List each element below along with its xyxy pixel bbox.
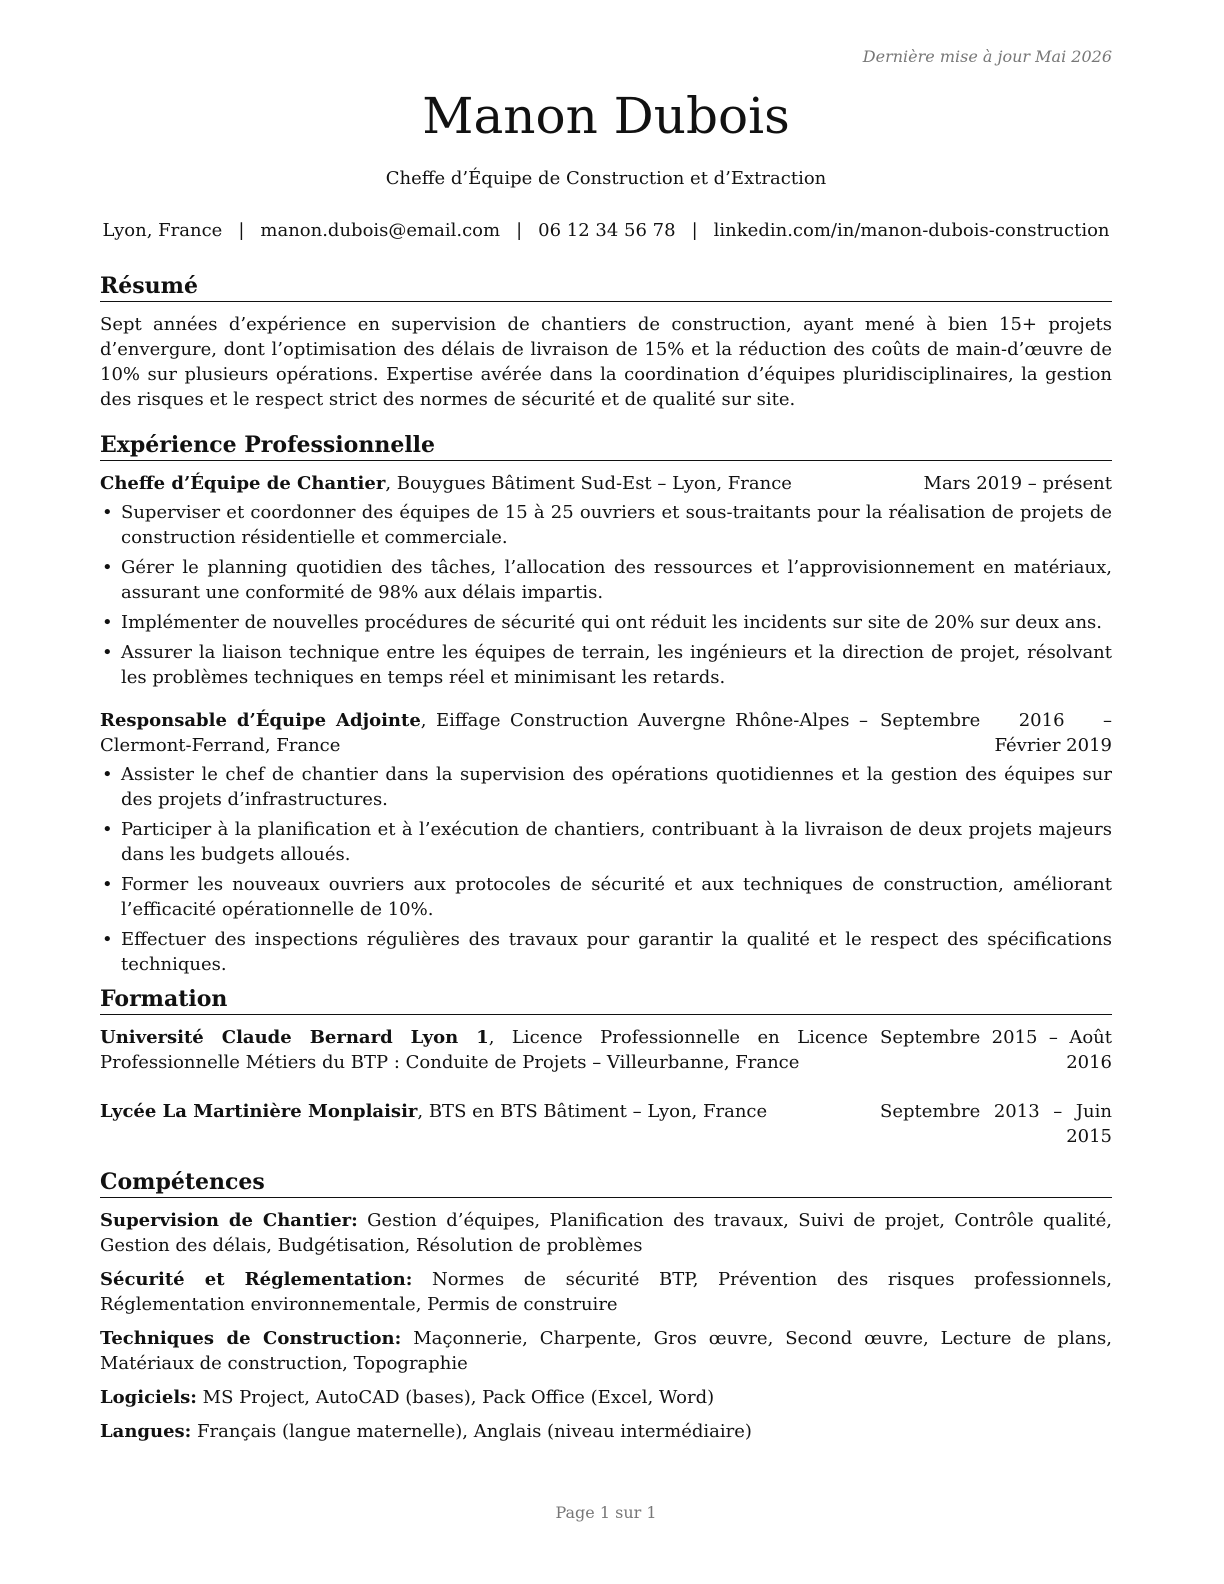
- experience-section: [100, 431, 1112, 982]
- skill-value: Gestion d’équipes, Planification des travaux, Suivi de projet, Contrôle qualité, Gestion des délais, Budgétisation, Résolution de problèmes: [100, 1210, 1113, 1256]
- section-title-education: Formation: [100, 985, 1112, 1015]
- section-title-experience: Expérience Professionnelle: [100, 431, 1112, 461]
- skill-line: [100, 1385, 1112, 1410]
- skill-value: Maçonnerie, Charpente, Gros œuvre, Second œuvre, Lecture de plans, Matériaux de construction, Topographie: [100, 1328, 1112, 1374]
- job-entry: [100, 708, 1112, 977]
- contact-location: Lyon, France: [102, 220, 223, 241]
- job-role: Cheffe d’Équipe de Chantier: [100, 473, 386, 494]
- job-org: , Bouygues Bâtiment Sud-Est – Lyon, France: [385, 473, 792, 494]
- education-entry: [100, 1099, 1112, 1149]
- summary-text: Sept années d’expérience en supervision de chantiers de construction, ayant mené à bien 15+ projets d’envergure, dont l’optimisation des délais de livraison de 15% et la réduction des coûts de main-d’œuvre de 10% sur plusieurs opérations. Expertise avérée dans la coordination d’équipes pluridisciplinaires, la gestion des risques et le respect strict des normes de sécurité et de qualité sur site.: [100, 314, 1112, 410]
- job-title: Cheffe d’Équipe de Construction et d’Extraction: [385, 168, 827, 189]
- bullet-icon: •: [102, 874, 113, 895]
- bullet-icon: •: [102, 502, 113, 523]
- job-entry: [100, 471, 1112, 690]
- education-section: [100, 985, 1112, 1149]
- contact-phone[interactable]: 06 12 34 56 78: [538, 220, 676, 241]
- list-item: • Assister le chef de chantier dans la supervision des opérations quotidiennes et la gestion des équipes sur des projets d’infrastructures.: [102, 764, 1112, 810]
- contact-linkedin[interactable]: linkedin.com/in/manon-dubois-construction: [713, 220, 1110, 241]
- list-item: • Former les nouveaux ouvriers aux protocoles de sécurité et aux techniques de construction, améliorant l’efficacité opérationnelle de 10%.: [102, 874, 1112, 920]
- job-bullets: [100, 500, 1112, 690]
- bullet-icon: •: [102, 642, 113, 663]
- skill-label: Langues:: [100, 1421, 192, 1442]
- page-number: Page 1 sur 1: [555, 1503, 657, 1522]
- job-dates: Septembre 2016 – Février 2019: [880, 710, 1112, 756]
- skills-section: [100, 1168, 1112, 1453]
- list-item: • Assurer la liaison technique entre les équipes de terrain, les ingénieurs et la direction de projet, résolvant les problèmes techniques en temps réel et minimisant les retards.: [102, 642, 1112, 688]
- education-entry: [100, 1025, 1112, 1075]
- skill-label: Techniques de Construction:: [100, 1328, 402, 1349]
- job-org: , Eiffage Construction Auvergne Rhône-Alpes – Clermont-Ferrand, France: [100, 710, 868, 756]
- bullet-icon: •: [102, 557, 113, 578]
- list-item: • Effectuer des inspections régulières des travaux pour garantir la qualité et le respect des spécifications techniques.: [102, 929, 1112, 975]
- job-role: Responsable d’Équipe Adjointe: [100, 710, 421, 731]
- contact-separator: |: [238, 220, 245, 241]
- contact-email[interactable]: manon.dubois@email.com: [260, 220, 501, 241]
- list-item: • Participer à la planification et à l’exécution de chantiers, contribuant à la livraison de deux projets majeurs dans les budgets alloués.: [102, 819, 1112, 865]
- degree-detail: , Licence Professionnelle en Licence Professionnelle Métiers du BTP : Conduite de Projets – Villeurbanne, France: [100, 1027, 868, 1073]
- section-title-skills: Compétences: [100, 1168, 1112, 1198]
- skill-label: Logiciels:: [100, 1387, 197, 1408]
- bullet-icon: •: [102, 612, 113, 633]
- contact-separator: |: [691, 220, 698, 241]
- bullet-icon: •: [102, 764, 113, 785]
- school-name: Lycée La Martinière Monplaisir: [100, 1101, 418, 1122]
- bullet-icon: •: [102, 819, 113, 840]
- contact-separator: |: [516, 220, 523, 241]
- job-bullets: [100, 762, 1112, 977]
- school-name: Université Claude Bernard Lyon 1: [100, 1027, 489, 1048]
- skill-value: Français (langue maternelle), Anglais (niveau intermédiaire): [191, 1421, 752, 1442]
- contact-line: [60, 218, 1152, 243]
- skill-line: [100, 1419, 1112, 1444]
- degree-detail: , BTS en BTS Bâtiment – Lyon, France: [417, 1101, 768, 1122]
- job-header: [100, 708, 1112, 758]
- skill-value: Normes de sécurité BTP, Prévention des risques professionnels, Réglementation environnementale, Permis de construire: [100, 1269, 1113, 1315]
- candidate-name: Manon Dubois: [422, 87, 790, 145]
- education-dates: Septembre 2013 – Juin 2015: [880, 1101, 1112, 1147]
- education-dates: Septembre 2015 – Août 2016: [880, 1027, 1112, 1073]
- list-item: • Superviser et coordonner des équipes de 15 à 25 ouvriers et sous-traitants pour la réalisation de projets de construction résidentielle et commerciale.: [102, 502, 1112, 548]
- skill-label: Supervision de Chantier:: [100, 1210, 358, 1231]
- bullet-icon: •: [102, 929, 113, 950]
- list-item: • Gérer le planning quotidien des tâches, l’allocation des ressources et l’approvisionnement en matériaux, assurant une conformité de 98% aux délais impartis.: [102, 557, 1112, 603]
- skill-label: Sécurité et Réglementation:: [100, 1269, 413, 1290]
- last-updated: Dernière mise à jour Mai 2026: [862, 47, 1112, 66]
- skill-value: MS Project, AutoCAD (bases), Pack Office (Excel, Word): [196, 1387, 715, 1408]
- skill-line: [100, 1326, 1112, 1376]
- section-title-summary: Résumé: [100, 272, 1112, 302]
- skill-line: [100, 1208, 1112, 1258]
- job-dates: Mars 2019 – présent: [923, 473, 1112, 494]
- skill-line: [100, 1267, 1112, 1317]
- resume-page: [100, 0, 1112, 1584]
- list-item: • Implémenter de nouvelles procédures de sécurité qui ont réduit les incidents sur site de 20% sur deux ans.: [102, 612, 1102, 633]
- summary-section: [100, 272, 1112, 412]
- job-header: [100, 471, 1112, 496]
